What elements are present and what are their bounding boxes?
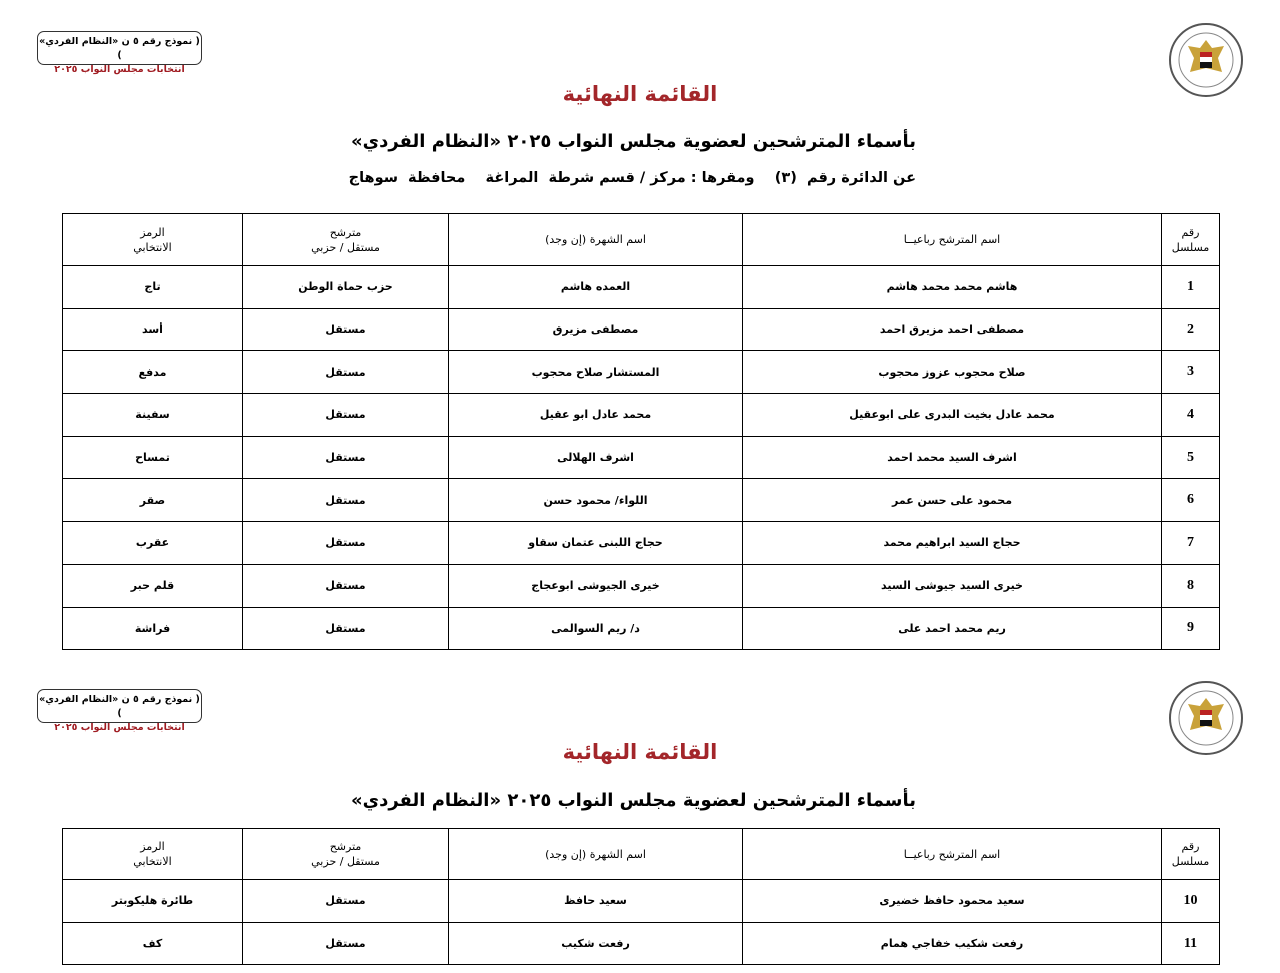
header-type: مترشح مستقل / حزبي <box>243 829 449 880</box>
header-serial: رقم مسلسل <box>1162 214 1220 266</box>
fame-cell: مصطفى مزيرق <box>449 308 743 351</box>
symbol-cell: أسد <box>63 308 243 351</box>
candidates-table-1 <box>62 213 1220 650</box>
type-cell: مستقل <box>243 522 449 565</box>
header-fame: اسم الشهرة (إن وجد) <box>449 829 743 880</box>
page-subtitle: بأسماء المترشحين لعضوية مجلس النواب ٢٠٢٥ «النظام الفردي» <box>350 131 916 152</box>
serial-cell: 6 <box>1162 479 1220 522</box>
table-row <box>63 564 1220 607</box>
type-cell: حزب حماة الوطن <box>243 266 449 309</box>
form-number: ( نموذج رقم ٥ ن «النظام الفردي» ) <box>39 694 200 719</box>
serial-cell: 4 <box>1162 394 1220 437</box>
candidates-table-2 <box>62 828 1220 965</box>
table-row <box>63 436 1220 479</box>
symbol-cell: كف <box>63 922 243 965</box>
page-title: القائمة النهائية <box>562 82 718 106</box>
symbol-cell: صقر <box>63 479 243 522</box>
table-row <box>63 351 1220 394</box>
serial-cell: 1 <box>1162 266 1220 309</box>
serial-cell: 9 <box>1162 607 1220 650</box>
symbol-cell: فراشة <box>63 607 243 650</box>
fame-cell: المستشار صلاح محجوب <box>449 351 743 394</box>
type-cell: مستقل <box>243 607 449 650</box>
header-fame: اسم الشهرة (إن وجد) <box>449 214 743 266</box>
table-row <box>63 522 1220 565</box>
type-cell: مستقل <box>243 479 449 522</box>
name-cell: اشرف السيد محمد احمد <box>743 436 1162 479</box>
table-row <box>63 308 1220 351</box>
symbol-cell: سفينة <box>63 394 243 437</box>
symbol-cell: تاج <box>63 266 243 309</box>
table-row <box>63 922 1220 965</box>
name-cell: محمود على حسن عمر <box>743 479 1162 522</box>
district-info: عن الدائرة رقم (٣) ومقرها : مركز / قسم شرطة المراغة محافظة سوهاج <box>348 170 916 186</box>
fame-cell: سعيد حافظ <box>449 880 743 923</box>
serial-cell: 11 <box>1162 922 1220 965</box>
fame-cell: محمد عادل ابو عقيل <box>449 394 743 437</box>
type-cell: مستقل <box>243 436 449 479</box>
name-cell: رفعت شكيب خفاجي همام <box>743 922 1162 965</box>
type-cell: مستقل <box>243 351 449 394</box>
election-name: انتخابات مجلس النواب ٢٠٢٥ <box>54 64 185 75</box>
fame-cell: خيرى الجيوشى ابوعجاج <box>449 564 743 607</box>
name-cell: مصطفى احمد مزيرق احمد <box>743 308 1162 351</box>
name-cell: محمد عادل بخيت البدرى على ابوعقيل <box>743 394 1162 437</box>
header-symbol: الرمز الانتخابي <box>63 829 243 880</box>
table-row <box>63 607 1220 650</box>
fame-cell: د/ ريم السوالمى <box>449 607 743 650</box>
fame-cell: اشرف الهلالى <box>449 436 743 479</box>
serial-cell: 8 <box>1162 564 1220 607</box>
form-number-box-2 <box>37 689 202 733</box>
table-row <box>63 394 1220 437</box>
form-number-box <box>37 31 202 75</box>
serial-cell: 5 <box>1162 436 1220 479</box>
type-cell: مستقل <box>243 922 449 965</box>
symbol-cell: تمساح <box>63 436 243 479</box>
serial-cell: 7 <box>1162 522 1220 565</box>
fame-cell: رفعت شكيب <box>449 922 743 965</box>
table-row <box>63 266 1220 309</box>
form-number: ( نموذج رقم ٥ ن «النظام الفردي» ) <box>39 36 200 61</box>
header-name: اسم المترشح رباعيــا <box>743 214 1162 266</box>
type-cell: مستقل <box>243 308 449 351</box>
header-name: اسم المترشح رباعيــا <box>743 829 1162 880</box>
name-cell: صلاح محجوب عزوز محجوب <box>743 351 1162 394</box>
type-cell: مستقل <box>243 880 449 923</box>
header-type: مترشح مستقل / حزبي <box>243 214 449 266</box>
table-row <box>63 880 1220 923</box>
table-header-row <box>63 829 1220 880</box>
fame-cell: العمده هاشم <box>449 266 743 309</box>
symbol-cell: طائرة هليكوبتر <box>63 880 243 923</box>
table-header-row <box>63 214 1220 266</box>
symbol-cell: عقرب <box>63 522 243 565</box>
serial-cell: 10 <box>1162 880 1220 923</box>
election-name: انتخابات مجلس النواب ٢٠٢٥ <box>54 722 185 733</box>
header-symbol: الرمز الانتخابي <box>63 214 243 266</box>
symbol-cell: قلم حبر <box>63 564 243 607</box>
type-cell: مستقل <box>243 564 449 607</box>
name-cell: ريم محمد احمد على <box>743 607 1162 650</box>
serial-cell: 3 <box>1162 351 1220 394</box>
name-cell: سعيد محمود حافظ خضيرى <box>743 880 1162 923</box>
serial-cell: 2 <box>1162 308 1220 351</box>
symbol-cell: مدفع <box>63 351 243 394</box>
header-serial: رقم مسلسل <box>1162 829 1220 880</box>
fame-cell: حجاج اللبنى عتمان سقاو <box>449 522 743 565</box>
name-cell: هاشم محمد محمد هاشم <box>743 266 1162 309</box>
fame-cell: اللواء/ محمود حسن <box>449 479 743 522</box>
table-row <box>63 479 1220 522</box>
name-cell: حجاج السيد ابراهيم محمد <box>743 522 1162 565</box>
page-title-2: القائمة النهائية <box>562 740 718 764</box>
page-subtitle-2: بأسماء المترشحين لعضوية مجلس النواب ٢٠٢٥ «النظام الفردي» <box>350 790 916 811</box>
type-cell: مستقل <box>243 394 449 437</box>
name-cell: خيرى السيد جيوشى السيد <box>743 564 1162 607</box>
